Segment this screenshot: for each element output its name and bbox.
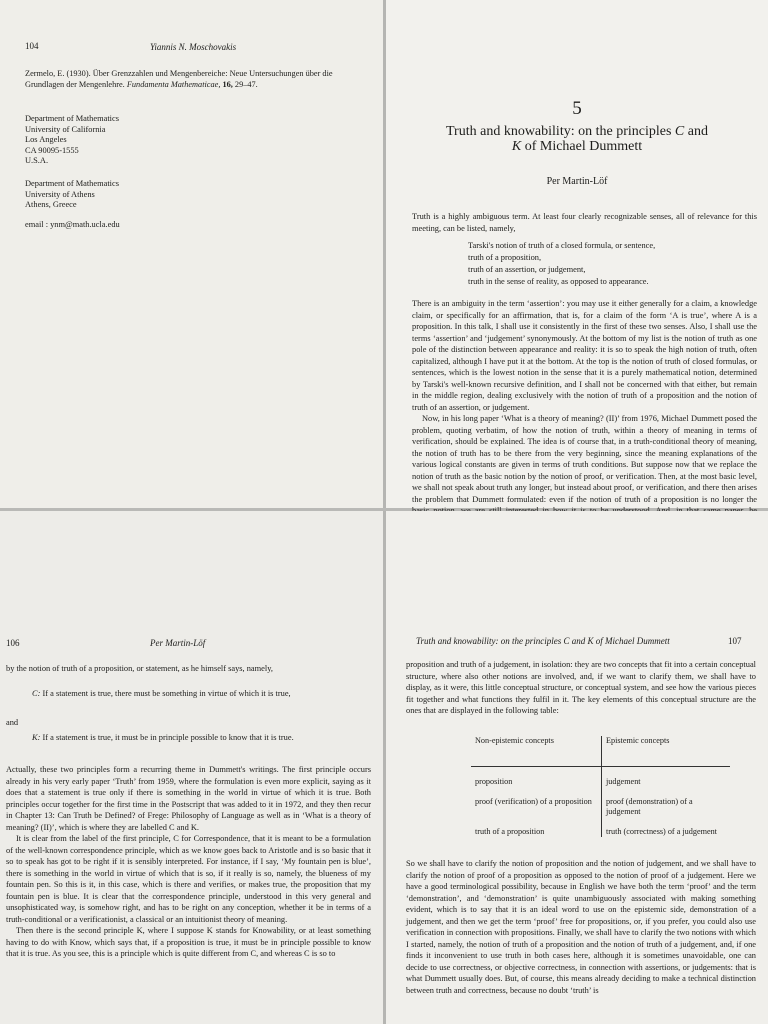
address-line: Athens, Greece <box>25 200 77 209</box>
paragraph: There is an ambiguity in the term ‘assertion’: you may use it either generally for a claim, a knowledge claim, or specifically for an affirmation, that is, for a claim of the form ‘A is true’, where A is a proposition. In this talk, I shall use it consistently in the first of these two senses. Also, I shall use the terms ‘assertion’ and ‘judgement’ synonymously. At the bottom of my list is the notion of truth as one pole of the distinction between appearance and reality: it is so to speak the high notion of truth, often capitalized, although I have put it at the bottom. At the top is the notion of truth of closed formulas, or sentences, which is the lowest notion in the sense that it is a purely mathematical notion, determined by Tarski's well-known recursive definition, and I shall not be concerned with that either, but remain in the middle region, dealing exclusively with the notion of truth of a proposition and the notion of truth of an assertion, or judgement. <box>412 299 757 412</box>
list-item: truth in the sense of reality, as opposed to appearance. <box>468 277 649 286</box>
page-106 <box>0 511 383 1024</box>
reference-text: Zermelo, E. (1930). Über Grenzzahlen und Mengenbereiche: Neue Untersuchungen über die Grundlagen der Mengenlehre. <box>25 69 333 89</box>
and-connector: and <box>6 718 19 727</box>
table-row <box>471 767 730 798</box>
truth-senses-list <box>468 240 758 288</box>
chapter-title-k: K <box>511 139 522 154</box>
reference-volume: 16, <box>222 80 233 89</box>
table-cell: truth of a proposition <box>475 827 545 836</box>
principle-c <box>32 688 332 699</box>
address-line: U.S.A. <box>25 156 49 165</box>
intro-paragraph: Truth is a highly ambiguous term. At least four clearly recognizable senses, all of relevance for this meeting, can be listed, namely, <box>412 212 757 233</box>
table-header: Epistemic concepts <box>602 736 731 767</box>
page-105 <box>386 0 768 508</box>
running-title: Yiannis N. Moschovakis <box>150 42 237 52</box>
body-text-bottom: So we shall have to clarify the notion of proposition and the notion of judgement, and we shall have to clarify the notion of proof of a proposition as opposed to the notion of proof of a judgement. Here we have a good terminological possibility, because in English we have both the term ‘proof’ and the term ‘demonstration’, and ‘demonstration’ is quite unambiguously associated with making something evident, which is to say that it is an ideal word to use on the epistemic side, demonstration of a judgement, and then we get the term ‘proof’ free for propositions, or, if you prefer, you could also use verification in connection with propositions. Finally, we shall have to clarify the two notions with which I started, namely, the notion of truth of a proposition and the notion of truth of a judgement, and, if one finds it inconvenient to use truth in both cases here, although it is sometimes unavoidable, one can decide to use correctness, or objective correctness, in connection with assertions, or judgements: that is what Dummett usually does. But, of course, this means already deciding to make a technical distinction between truth and correctness, because no doubt ‘truth’ is <box>406 859 756 995</box>
chapter-title-part: and <box>687 124 708 139</box>
concepts-table <box>471 736 730 837</box>
page-104 <box>0 0 383 508</box>
table-cell: proposition <box>471 767 602 798</box>
email-line <box>25 220 120 231</box>
chapter-title-part: of Michael Dummett <box>524 139 643 154</box>
paragraph: Now, in his long paper ‘What is a theory of meaning? (II)’ from 1976, Michael Dummett posed the problem, quoting verbatim, of how the notion of truth, within a theory of meaning in terms of verification, should be explained. The idea is of course that, in a truth-conditional theory of meaning, the notion of truth has to be there from the very beginning, since the meaning explanations of the various logical constants are given in terms of truth conditions. But suppose now that we replace the notion of truth as the basic notion by the notion of proof, or verification. Then, at the most basic level, we shall not speak about truth any longer, but instead about proof, or verification, and there then arises the problem that Dummett formulated: even if the notion of truth of a proposition is no longer the <box>412 414 757 504</box>
chapter-title-c: C <box>674 124 685 139</box>
table-header: Non-epistemic concepts <box>475 736 554 745</box>
address-line: CA 90095-1555 <box>25 145 79 155</box>
address-line: University of Athens <box>25 189 95 199</box>
body-text <box>6 764 371 960</box>
body-text <box>412 298 757 528</box>
table-cell: truth (correctness) of a judgement <box>602 827 731 837</box>
address-block-ucla <box>25 114 119 167</box>
reference-pages: 29–47. <box>234 80 258 89</box>
body-text-top: proposition and truth of a judgement, in isolation: they are two concepts that fit into a certain conceptual structure, where also other notions are involved, and, if we want to clarify them, we shall have to display, as it were, this little conceptual structure, or conceptual system, and see how the various pieces fit together and what functions they fulfil in it. The key elements of this conceptual structure are the ones that are displayed in the following table: <box>406 660 756 715</box>
list-item: truth of an assertion, or judgement, <box>468 265 586 274</box>
chapter-author: Per Martin-Löf <box>546 176 608 187</box>
principle-k <box>32 732 332 743</box>
table-cell: proof (demonstration) of a judgement <box>602 797 731 827</box>
principle-c-label: C: <box>32 689 41 698</box>
address-block-athens <box>25 179 119 211</box>
table-row <box>471 827 730 837</box>
address-line: Department of Mathematics <box>25 179 119 188</box>
paragraph: It is clear from the label of the first principle, C for Correspondence, that it is meant to be a formulation of the well-known correspondence principle, which as we know goes back to Aristotle and is so basic that it so to speak has got to be right if it is sensibly interpreted. For instance, if I say, ‘My fountain pen is blue’, there is something in the world in virtue of which that is so, if it really is so, namely, the blueness of my fountain pen. So this is it, in this case, which is there and verifies, or makes true, the proposition that my fountain pen is blue. It is clear that the correspondence principle, understood in this very general and unsophisticated way, is somehow right, and has to be right on any conception, whether it be in terms of a truth-conditional or a verificationist, a classical or an intuitionist theory of meaning. <box>6 834 371 924</box>
list-item: truth of a proposition, <box>468 253 542 262</box>
paragraph: Then there is the second principle K, where I suppose K stands for Knowability, or at least something having to do with Know, which says that, if a proposition is true, it must be in principle possible to know that it is true. As you see, this is a principle which is quite different from C, and whereas C is so to <box>6 926 371 958</box>
page-107 <box>386 511 768 1024</box>
table-cell: judgement <box>602 767 731 798</box>
page-number: 107 <box>728 636 742 646</box>
paragraph: Actually, these two principles form a recurring theme in Dummett's writings. The first principle occurs already in his very early paper ‘Truth’ from 1959, where the formulation is even more explicit, saying as it does that a statement is true only if there is something in the world in virtue of which it is true. Both principles occur together for the first time in the Postscript that was added to it in 1972, and they then recur in Chapter 13: Can Truth be Defined? of Frege: Philosophy of Language as well as in ‘What is a theory of meaning? (II)’, which is where they are labelled C and K. <box>6 765 371 832</box>
chapter-number: 5 <box>572 98 582 119</box>
running-title: Per Martin-Löf <box>150 638 206 648</box>
address-line: University of California <box>25 124 106 134</box>
table-cell: proof (verification) of a proposition <box>475 797 592 806</box>
reference-entry <box>25 68 365 90</box>
chapter-title <box>396 124 758 154</box>
principle-k-label: K: <box>32 733 41 742</box>
reference-journal: Fundamenta Mathematicae, <box>126 80 221 89</box>
page-number: 104 <box>25 41 39 51</box>
email: email : ynm@math.ucla.edu <box>25 220 120 229</box>
chapter-title-part: Truth and knowability: on the principles <box>446 124 672 139</box>
lead-line: by the notion of truth of a proposition, or statement, as he himself says, namely, <box>6 664 273 673</box>
list-item: Tarski's notion of truth of a closed formula, or sentence, <box>468 241 656 250</box>
table-header-row <box>471 736 730 767</box>
address-line: Department of Mathematics <box>25 114 119 123</box>
table-row <box>471 797 730 827</box>
page-number: 106 <box>6 638 20 648</box>
principle-c-text: If a statement is true, there must be something in virtue of which it is true, <box>42 689 291 698</box>
address-line: Los Angeles <box>25 135 67 144</box>
running-title: Truth and knowability: on the principles C and K of Michael Dummett <box>416 636 670 646</box>
principle-k-text: If a statement is true, it must be in principle possible to know that it is true. <box>42 733 294 742</box>
